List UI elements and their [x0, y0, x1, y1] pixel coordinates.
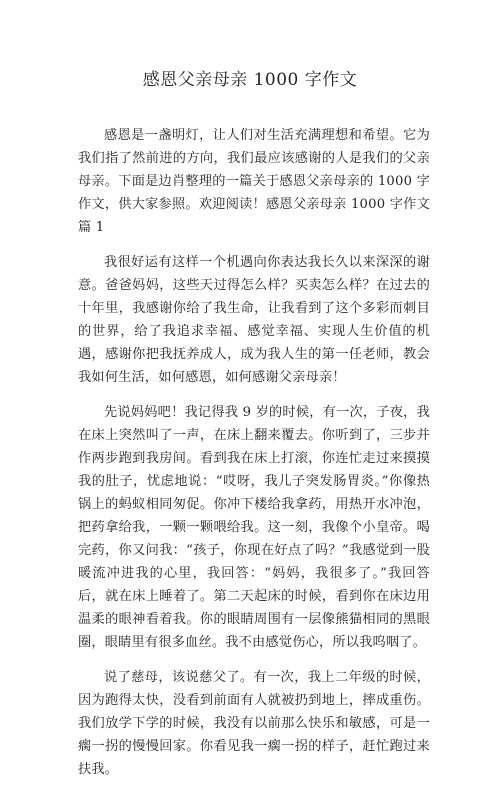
document-title: 感恩父亲母亲 1000 字作文	[142, 70, 358, 90]
document-body	[78, 124, 430, 793]
paragraph-intro: 感恩是一盏明灯，让人们对生活充满理想和希望。它为我们指了然前进的方向，我们最应该感谢的人是我们的父亲母亲。下面是边肖整理的一篇关于感恩父亲母亲的 1000 字作文，供大家参照。欢迎阅读！感恩父亲母亲 1000 字作文篇 1	[78, 128, 430, 235]
paragraph-gratitude: 我很好运有这样一个机遇向你表达我长久以来深深的谢意。爸爸妈妈，这些天过得怎么样？买卖怎么样？在过去的十年里，我感谢你给了我生命，让我看到了这个多彩而刺目的世界，给了我追求幸福、感觉幸福、实现人生价值的机遇，感谢你把我抚养成人，成为我人生的第一任老师，教会我如何生活，如何感恩，如何感谢父亲母亲！	[78, 255, 430, 385]
paragraph-father: 说了慈母，该说慈父了。有一次，我上二年级的时候，因为跑得太快，没看到前面有人就被扔到地上，摔成重伤。我们放学下学的时候，我没有以前那么快乐和敏感，可是一瘸一拐的慢慢回家。你看见我一瘸一拐的样子，赶忙跑过来扶我。	[78, 670, 430, 777]
paragraph-mother: 先说妈妈吧！我记得我 9 岁的时候，有一次，子夜，我在床上突然叫了一声，在床上翻来覆去。你听到了，三步并作两步跑到我房间。看到我在床上打滚，你连忙走过来摸摸我的肚子，忧虑地说：“哎呀，我儿子突发肠胃炎。”你像热锅上的蚂蚁相同匆促。你冲下楼给我拿药，用热开水冲泡，把药拿给我，一颗一颗喂给我。这一刻，我像个小皇帝。喝完药，你又问我：“孩子，你现在好点了吗？”我感觉到一股暖流冲进我的心里，我回答：“妈妈，我很多了。”我回答后，就在床上睡着了。第二天起床的时候，看到你在床边用温柔的眼神看着我。你的眼睛周围有一层像熊猫相同的黑眼圈，眼睛里有很多血丝。我不由感觉伤心，所以我呜咽了。	[78, 405, 430, 650]
